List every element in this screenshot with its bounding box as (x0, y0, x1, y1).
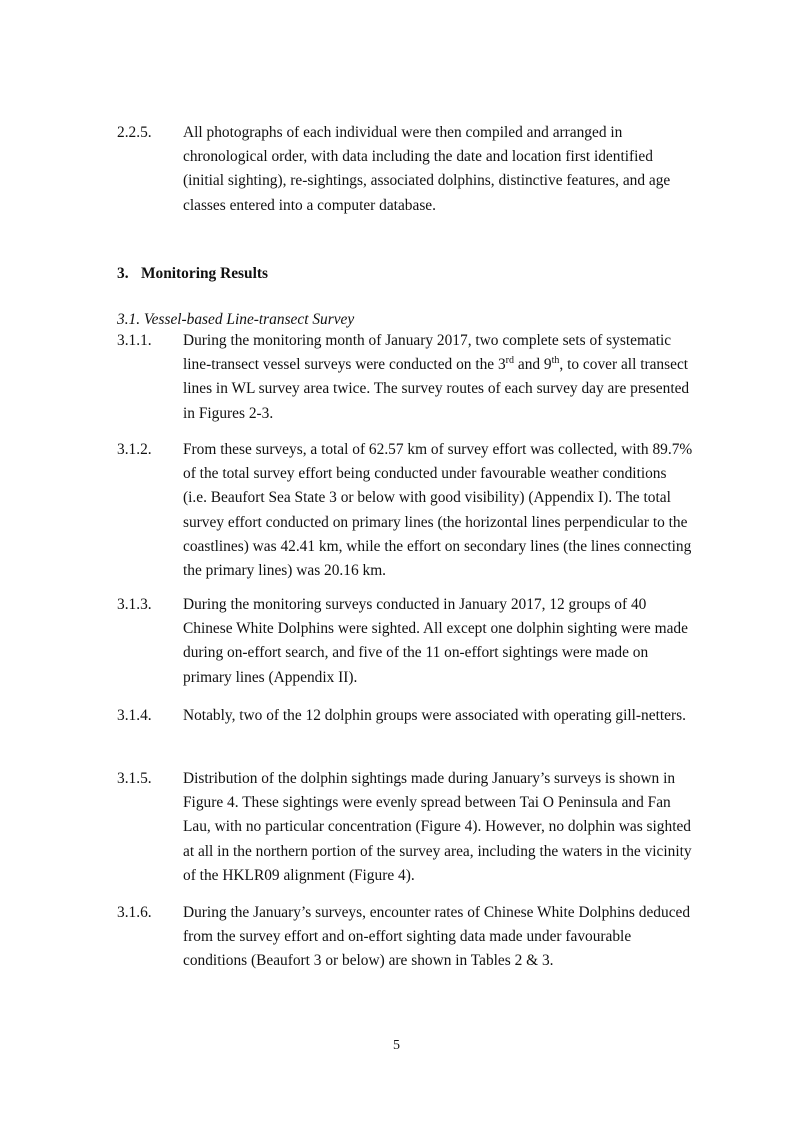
section-number: 3. (117, 265, 129, 282)
paragraph-text: All photographs of each individual were then compiled and arranged in chronological order, with data including the date and location first identified (initial sighting), re-sightings, associated dolphins, distinctive features, and age classes entered into a computer database. (183, 124, 671, 214)
paragraph-3-1-5 (117, 767, 717, 888)
paragraph-text: During the monitoring surveys conducted in January 2017, 12 groups of 40 Chinese White Dolphins were sighted. All except one dolphin sighting were made during on-effort search, and five of the 11 on-effort sightings were made on primary lines (Appendix II). (183, 596, 688, 686)
paragraph-text: From these surveys, a total of 62.57 km of survey effort was collected, with 89.7% of the total survey effort being conducted under favourable weather conditions (i.e. Beaufort Sea State 3 or below with good visibility) (Appendix I). The total survey effort conducted on primary lines (the horizontal lines perpendicular to the coastlines) was 42.41 km, while the effort on secondary lines (the lines connecting the primary lines) was 20.16 km. (183, 441, 693, 580)
paragraph-text: During the January’s surveys, encounter rates of Chinese White Dolphins deduced from the survey effort and on-effort sighting data made under favourable conditions (Beaufort 3 or below) are shown in Tables 2 & 3. (183, 904, 691, 970)
paragraph-number: 3.1.1. (117, 332, 152, 349)
paragraph-number: 3.1.4. (117, 707, 152, 724)
paragraph-3-1-1 (117, 329, 717, 426)
paragraph-3-1-6 (117, 901, 717, 974)
subsection-heading: 3.1. Vessel-based Line-transect Survey (117, 311, 355, 328)
paragraph-text: During the monitoring month of January 2017, two complete sets of systematic line-transect vessel surveys were conducted on the 3rd and 9th, to cover all transect lines in WL survey area twice. The survey routes of each survey day are presented in Figures 2-3. (183, 332, 690, 422)
paragraph-2-2-5 (117, 121, 717, 218)
paragraph-text: Distribution of the dolphin sightings made during January’s surveys is shown in Figure 4. These sightings were evenly spread between Tai O Peninsula and Fan Lau, with no particular concentration (Figure 4). However, no dolphin was sighted at all in the northern portion of the survey area, including the waters in the vicinity of the HKLR09 alignment (Figure 4). (183, 770, 692, 884)
paragraph-number: 3.1.3. (117, 596, 152, 613)
paragraph-3-1-4 (117, 704, 717, 728)
page-number: 5 (393, 1038, 400, 1053)
paragraph-number: 3.1.2. (117, 441, 152, 458)
paragraph-3-1-3 (117, 593, 717, 690)
paragraph-number: 2.2.5. (117, 124, 152, 141)
section-heading (117, 262, 268, 286)
paragraph-number: 3.1.6. (117, 904, 152, 921)
section-title: Monitoring Results (141, 265, 268, 282)
paragraph-text: Notably, two of the 12 dolphin groups were associated with operating gill-netters. (183, 707, 686, 724)
paragraph-3-1-2 (117, 438, 717, 583)
paragraph-number: 3.1.5. (117, 770, 152, 787)
